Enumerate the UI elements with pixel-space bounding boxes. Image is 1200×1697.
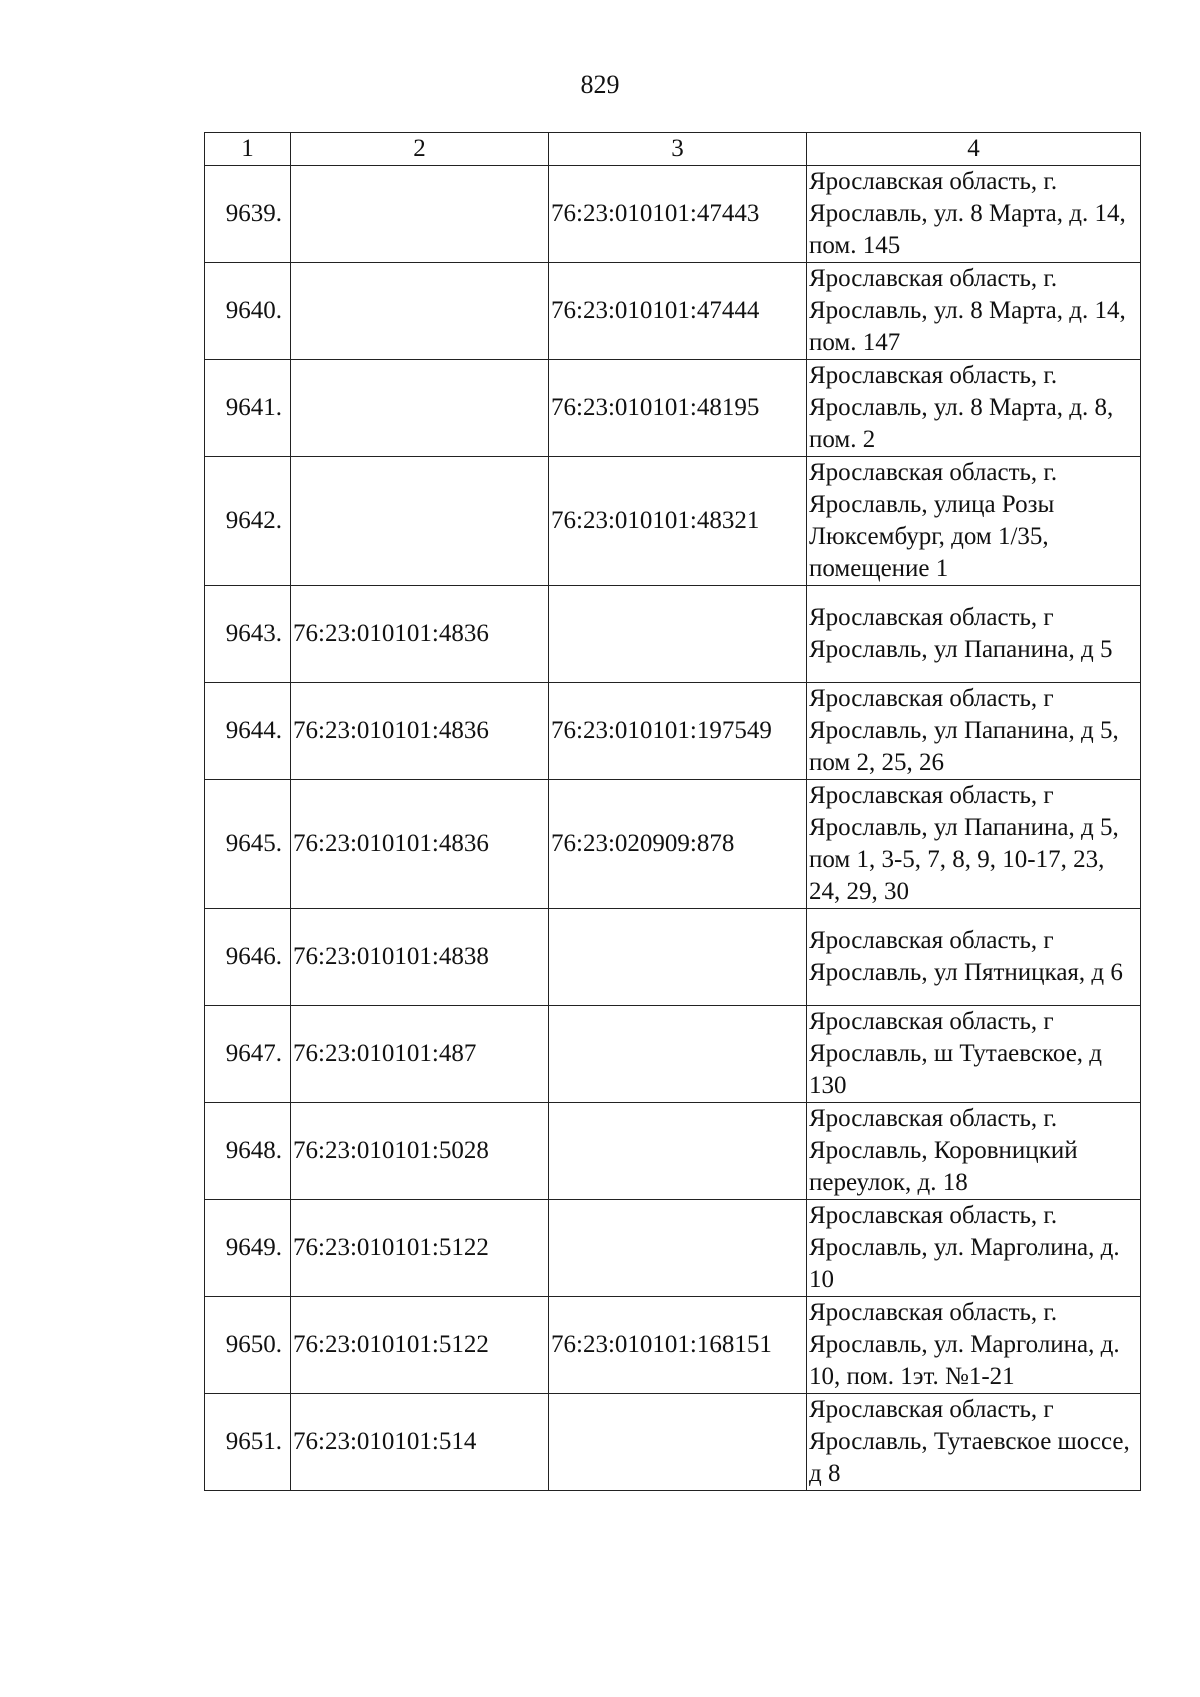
cadastral-number-land: 76:23:010101:4838 — [291, 909, 549, 1006]
address-cell: Ярославская область, г Ярославль, ул Пятницкая, д 6 — [807, 909, 1141, 1006]
cadastral-number-object: 76:23:010101:47443 — [549, 166, 807, 263]
row-number: 9641. — [205, 360, 291, 457]
cadastral-number-object — [549, 1006, 807, 1103]
row-number: 9650. — [205, 1297, 291, 1394]
row-number: 9645. — [205, 780, 291, 909]
table-row — [205, 457, 1141, 586]
table-row — [205, 166, 1141, 263]
cadastral-number-land: 76:23:010101:5122 — [291, 1200, 549, 1297]
cadastral-number-land — [291, 457, 549, 586]
row-number: 9651. — [205, 1394, 291, 1491]
page-number: 829 — [580, 70, 620, 99]
address-cell: Ярославская область, г. Ярославль, ул. 8 Марта, д. 14, пом. 147 — [807, 263, 1141, 360]
address-cell: Ярославская область, г Ярославль, ул Папанина, д 5, пом 2, 25, 26 — [807, 683, 1141, 780]
cadastral-number-land: 76:23:010101:4836 — [291, 586, 549, 683]
row-number: 9646. — [205, 909, 291, 1006]
table-row — [205, 263, 1141, 360]
row-number: 9643. — [205, 586, 291, 683]
address-cell: Ярославская область, г Ярославль, ш Тутаевское, д 130 — [807, 1006, 1141, 1103]
column-header-1: 1 — [205, 133, 291, 166]
cadastral-number-object: 76:23:020909:878 — [549, 780, 807, 909]
row-number: 9644. — [205, 683, 291, 780]
cadastral-number-object: 76:23:010101:48321 — [549, 457, 807, 586]
row-number: 9649. — [205, 1200, 291, 1297]
cadastral-number-object — [549, 586, 807, 683]
cadastral-number-land: 76:23:010101:4836 — [291, 780, 549, 909]
row-number: 9642. — [205, 457, 291, 586]
table-row — [205, 1297, 1141, 1394]
cadastral-number-land: 76:23:010101:4836 — [291, 683, 549, 780]
cadastral-number-land: 76:23:010101:487 — [291, 1006, 549, 1103]
row-number: 9648. — [205, 1103, 291, 1200]
table-row — [205, 1006, 1141, 1103]
row-number: 9640. — [205, 263, 291, 360]
address-cell: Ярославская область, г. Ярославль, ул. Марголина, д. 10, пом. 1эт. №1-21 — [807, 1297, 1141, 1394]
address-cell: Ярославская область, г. Ярославль, ул. Марголина, д. 10 — [807, 1200, 1141, 1297]
cadastral-number-land: 76:23:010101:5028 — [291, 1103, 549, 1200]
table-row — [205, 780, 1141, 909]
table-row — [205, 1103, 1141, 1200]
address-cell: Ярославская область, г. Ярославль, ул. 8 Марта, д. 14, пом. 145 — [807, 166, 1141, 263]
cadastral-number-object: 76:23:010101:48195 — [549, 360, 807, 457]
cadastral-number-land — [291, 263, 549, 360]
address-cell: Ярославская область, г. Ярославль, Коровницкий переулок, д. 18 — [807, 1103, 1141, 1200]
cadastral-number-object — [549, 1394, 807, 1491]
cadastral-number-object — [549, 909, 807, 1006]
cadastral-number-land: 76:23:010101:5122 — [291, 1297, 549, 1394]
registry-table — [204, 132, 1141, 1491]
table-row — [205, 1200, 1141, 1297]
cadastral-number-object: 76:23:010101:168151 — [549, 1297, 807, 1394]
cadastral-number-land — [291, 360, 549, 457]
table-row — [205, 909, 1141, 1006]
address-cell: Ярославская область, г. Ярославль, улица Розы Люксембург, дом 1/35, помещение 1 — [807, 457, 1141, 586]
table-row — [205, 360, 1141, 457]
column-header-3: 3 — [549, 133, 807, 166]
table-row — [205, 586, 1141, 683]
cadastral-number-object: 76:23:010101:197549 — [549, 683, 807, 780]
address-cell: Ярославская область, г Ярославль, ул Папанина, д 5, пом 1, 3-5, 7, 8, 9, 10-17, 23, 24, 29, 30 — [807, 780, 1141, 909]
column-header-2: 2 — [291, 133, 549, 166]
table-row — [205, 683, 1141, 780]
cadastral-number-land — [291, 166, 549, 263]
table-row — [205, 1394, 1141, 1491]
cadastral-number-object — [549, 1103, 807, 1200]
address-cell: Ярославская область, г Ярославль, Тутаевское шоссе, д 8 — [807, 1394, 1141, 1491]
cadastral-number-land: 76:23:010101:514 — [291, 1394, 549, 1491]
cadastral-number-object — [549, 1200, 807, 1297]
address-cell: Ярославская область, г Ярославль, ул Папанина, д 5 — [807, 586, 1141, 683]
column-header-4: 4 — [807, 133, 1141, 166]
row-number: 9639. — [205, 166, 291, 263]
cadastral-number-object: 76:23:010101:47444 — [549, 263, 807, 360]
address-cell: Ярославская область, г. Ярославль, ул. 8 Марта, д. 8, пом. 2 — [807, 360, 1141, 457]
header-row — [205, 133, 1141, 166]
row-number: 9647. — [205, 1006, 291, 1103]
